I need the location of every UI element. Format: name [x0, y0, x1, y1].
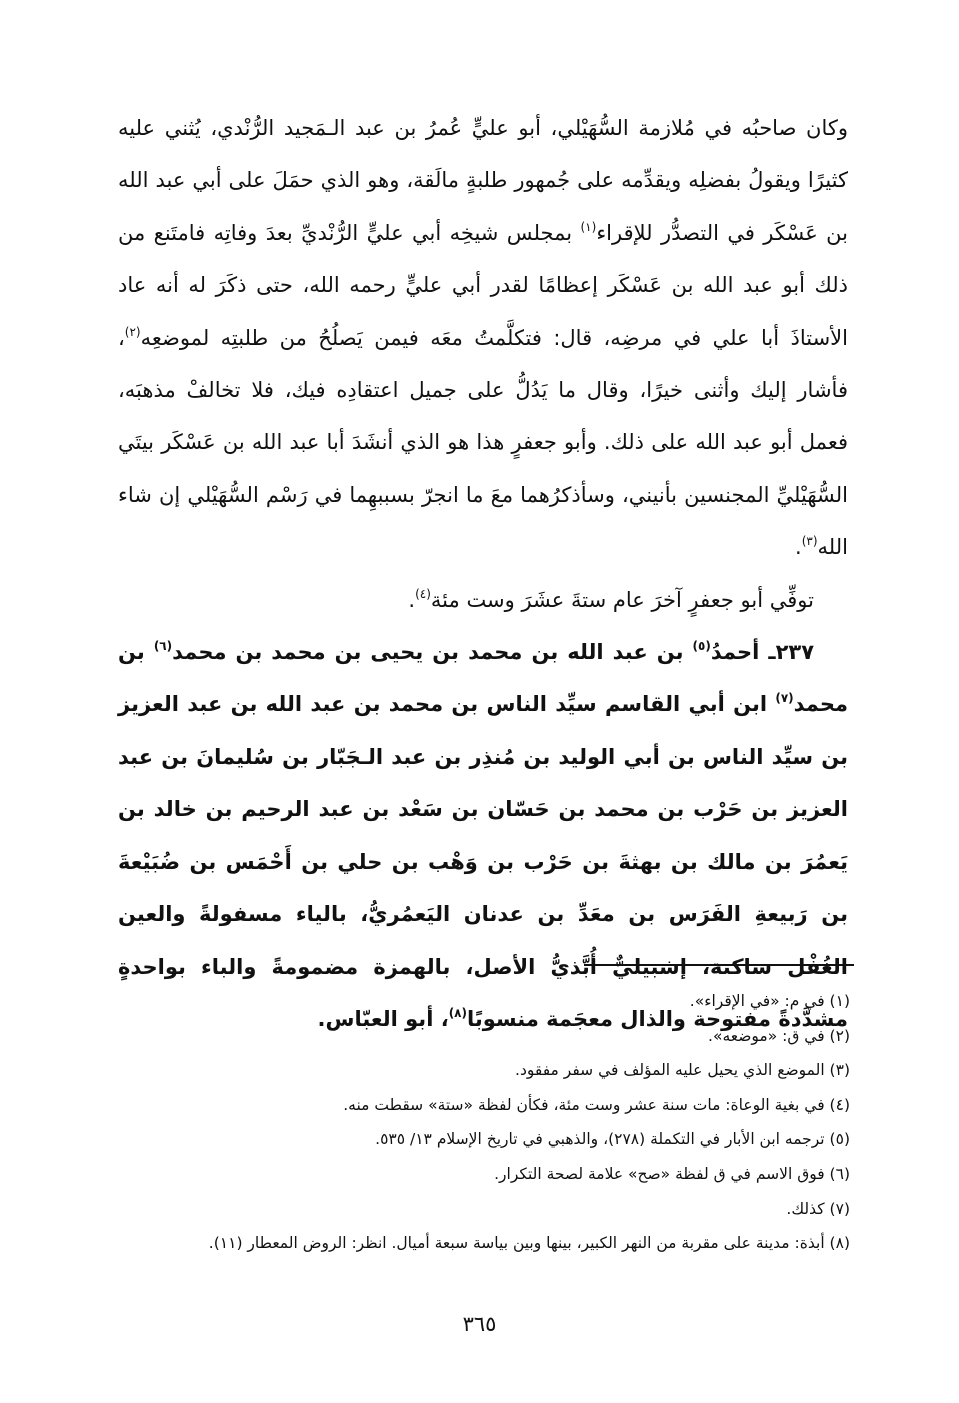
footnote-ref-8: (٨): [448, 1005, 467, 1020]
paragraph-1-text-a: وكان صاحبُه في مُلازمة السُّهَيْلي، أبو عليٍّ عُمرُ بن عبد الـمَجيد الرُّنْدي، يُثني عليه كثيرًا ويقولُ بفضلِه ويقدِّمه على جُمهور طلبةٍ مالَقة، وهو الذي حمَلَ على أبي عبد الله بن عَسْكَر في التصدُّر للإقراء: [118, 116, 848, 245]
footnote-1: (١) في م: «في الإقراء».: [689, 992, 850, 1010]
footnote-divider: [584, 964, 854, 966]
paragraph-2: [118, 574, 848, 626]
paragraph-1-end: .: [795, 535, 802, 560]
footnote-3: (٣) الموضع الذي يحيل عليه المؤلف في سفر مفقود.: [515, 1061, 850, 1080]
footnote-5: (٥) ترجمه ابن الأبار في التكملة (٢٧٨)، والذهبي في تاريخ الإسلام ١٣/ ٥٣٥.: [375, 1130, 850, 1149]
footnote-ref-3: (٣): [801, 534, 818, 549]
footnote-ref-7: (٧): [775, 691, 794, 706]
footnote-ref-2: (٢): [124, 324, 141, 339]
page-number: ٣٦٥: [462, 1312, 497, 1336]
footnote-2: (٢) في ق: «موضعه».: [708, 1026, 850, 1045]
footnote-8: (٨) أبذة: مدينة على مقربة من النهر الكبير، بينها وبين بياسة سبعة أميال. انظر: الروض المعطار (١١).: [208, 1234, 850, 1253]
entry-heading: ٢٣٧ـ أحمدُ: [710, 640, 815, 665]
footnote-ref-1: (١): [580, 219, 597, 234]
footnote-7: (٧) كذلك.: [786, 1199, 850, 1218]
footnotes: [200, 984, 850, 1261]
entry-lineage-c: ابن أبي القاسم سيِّد الناس بن محمد بن عبد الله بن عبد العزيز بن سيِّد الناس بن أبي الوليد بن مُنذِر بن عبد الـجَبّار بن سُليمانَ بن عبد العزيز بن حَرْب بن محمد بن حَسّان بن سَعْد بن عبد الرحيم بن خالد بن يَعمُرَ بن مالك بن بهثةَ بن حَرْب بن وَهْب بن حلي بن أَحْمَس بن ضُبَيْعةَ بن رَبيعةِ الفَرَس بن معَدِّ بن عدنان اليَعمُريُّ، بالياء مسفولةً والعين الغُفْل ساكنة، إشبيليٌّ أُبَّذيُّ الأصل، بالهمزة مضمومةً والباء بواحدةٍ مشدَّدةً مفتوحة والذال معجَمة منسوبًا: [118, 692, 848, 1031]
paragraph-1-text-c: ، فأشار إليك وأثنى خيرًا، وقال ما يَدُلُّ على جميل اعتقادِه فيك، فلا تخالفْ مذهبَه، فعمل أبو عبد الله على ذلك. وأبو جعفرٍ هذا هو الذي أنشَدَ أبا عبد الله بن عَسْكَر بيتَي السُّهَيْليِّ المجنسين بأنيني، وسأذكرُهما معَ ما انجرّ بسببهِما في رَسْم السُّهَيْلي إن شاء الله: [118, 325, 848, 560]
paragraph-2-end: .: [408, 587, 416, 612]
biography-entry: [118, 626, 848, 1045]
footnote-ref-6: (٦): [153, 639, 173, 654]
footnote-ref-5: (٥): [692, 639, 711, 654]
entry-kunya: ، أبو العبّاس.: [317, 1006, 449, 1031]
paragraph-1: [118, 102, 848, 574]
main-text: [118, 102, 848, 1045]
paragraph-1-text-b: بمجلس شيخِه أبي عليٍّ الرُّنْديِّ بعدَ وفاتِه فامتَنع من ذلك أبو عبد الله بن عَسْكَر إعظامًا لقدر أبي عليٍّ رحمه الله، حتى ذكَرَ له أنه عاد الأستاذَ أبا علي في مرضِه، قال: فتكلَّمتُ معَه فيمن يَصلُحُ من طلبتِه لموضعِه: [118, 220, 848, 350]
entry-lineage-a: بن عبد الله بن محمد بن يحيى بن محمد بن محمد: [172, 640, 693, 665]
entry-lineage-b: بن محمد: [118, 640, 848, 717]
paragraph-2-text: توفِّي أبو جعفرٍ آخرَ عام ستةَ عشَرَ وست مئة: [430, 587, 814, 612]
footnote-4: (٤) في بغية الوعاة: مات سنة عشر وست مئة، فكأن لفظة «ستة» سقطت منه.: [343, 1095, 850, 1114]
footnote-ref-4: (٤): [415, 586, 431, 601]
footnote-6: (٦) فوق الاسم في ق لفظة «صح» علامة لصحة التكرار.: [494, 1164, 850, 1183]
